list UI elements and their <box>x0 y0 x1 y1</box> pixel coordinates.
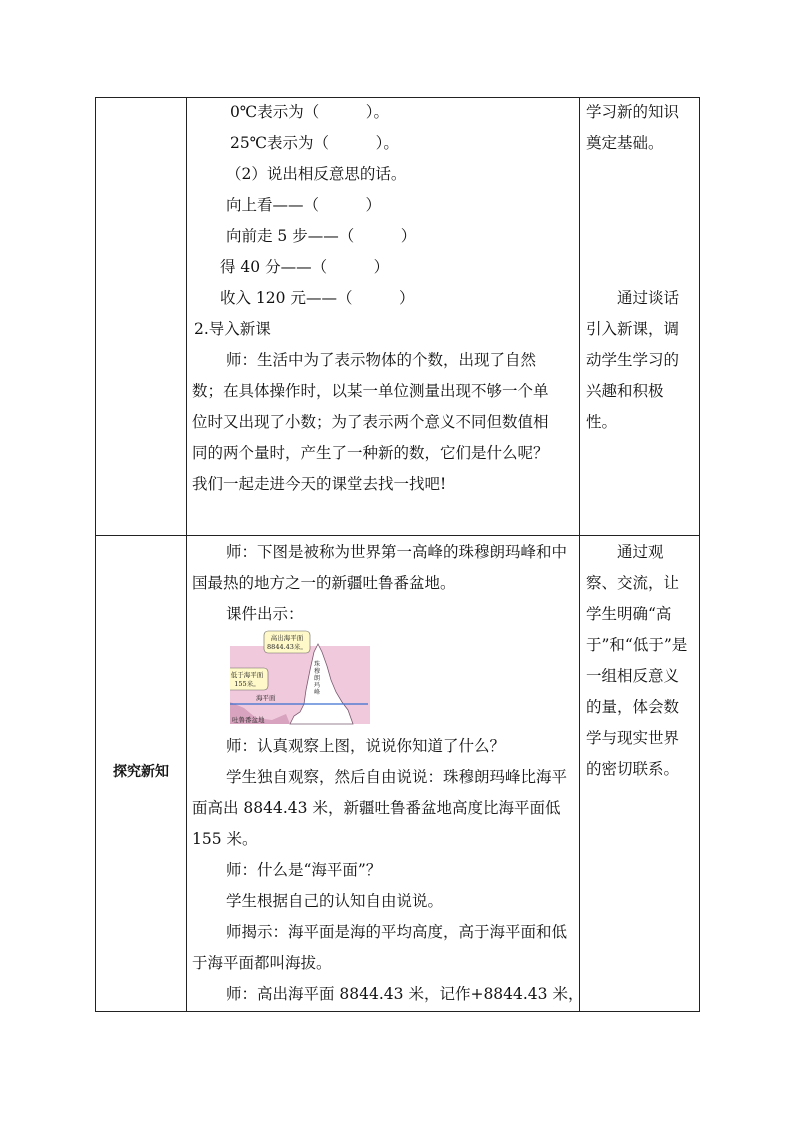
row-divider <box>95 535 700 536</box>
text-line: 同的两个量时，产生了一种新的数，它们是什么呢？ <box>192 444 549 462</box>
peak-char: 穆 <box>313 668 321 675</box>
row2-content <box>192 537 574 630</box>
low-bubble-line2: 155米。 <box>234 680 260 688</box>
text-line: 我们一起走进今天的课堂去找一找吧! <box>192 475 447 493</box>
text-line: 学生独自观察，然后自由说说：珠穆朗玛峰比海平 <box>226 768 568 786</box>
lesson-table <box>95 97 700 1012</box>
text-line: 师：高出海平面 8844.43 米，记作+8844.43 米， <box>226 985 584 1003</box>
peak-char: 峰 <box>313 689 321 696</box>
sea-level-label: 海平面 <box>256 694 276 702</box>
row1-note-top <box>586 97 694 159</box>
section-label: 探究新知 <box>113 764 169 780</box>
text-line: 155 米。 <box>192 830 258 848</box>
text-line: 25℃表示为（ ）。 <box>230 134 399 152</box>
text-line: 0℃表示为（ ）。 <box>230 103 389 121</box>
peak-name-label <box>314 660 320 696</box>
peak-char: 珠 <box>313 661 321 668</box>
peak-char: 玛 <box>313 682 321 689</box>
table-border-right <box>699 97 700 1012</box>
text-line: 学生根据自己的认知自由说说。 <box>226 892 444 910</box>
text-line: 收入 120 元——（ ） <box>220 289 415 307</box>
row2-note <box>586 537 694 785</box>
text-line: 师：下图是被称为世界第一高峰的珠穆朗玛峰和中 <box>226 543 568 561</box>
text-line: （2）说出相反意思的话。 <box>226 165 407 183</box>
row1-note-bottom <box>586 283 694 438</box>
text-line: 面高出 8844.43 米，新疆吐鲁番盆地高度比海平面低 <box>192 799 561 817</box>
column-divider-2 <box>579 97 580 1012</box>
column-divider-1 <box>186 97 187 1012</box>
note-text: 学习新的知识奠定基础。 <box>586 103 680 152</box>
low-bubble-line1: 低于海平面 <box>230 671 264 679</box>
text-line: 国最热的地方之一的新疆吐鲁番盆地。 <box>192 574 456 592</box>
high-bubble-line2: 8844.43米。 <box>267 643 307 651</box>
table-border-left <box>95 97 96 1012</box>
text-line: 课件出示： <box>226 605 304 623</box>
note-text: 通过谈话引入新课，调动学生学习的兴趣和积极性。 <box>586 289 680 431</box>
row2-content-after <box>192 731 584 1010</box>
peak-char: 朗 <box>313 675 321 682</box>
text-line: 向前走 5 步——（ ） <box>226 227 417 245</box>
text-line: 师揭示：海平面是海的平均高度，高于海平面和低 <box>226 923 568 941</box>
text-line: 数；在具体操作时，以某一单位测量出现不够一个单 <box>192 382 549 400</box>
text-line: 师：认真观察上图，说说你知道了什么？ <box>226 737 506 755</box>
text-line: 位时又出现了小数；为了表示两个意义不同但数值相 <box>192 413 549 431</box>
note-text: 通过观察、交流，让学生明确“高于”和“低于”是一组相反意义的量，体会数学与现实世界的密切联系。 <box>586 543 688 778</box>
text-line: 师：什么是“海平面”？ <box>226 861 382 879</box>
text-line: 于海平面都叫海拔。 <box>192 954 332 972</box>
basin-label: 吐鲁番盆地 <box>232 716 265 724</box>
everest-basin-figure <box>230 630 370 728</box>
text-line: 向上看——（ ） <box>226 196 382 214</box>
high-bubble-line1: 高出海平面 <box>270 634 304 642</box>
section-heading: 2.导入新课 <box>194 320 271 338</box>
text-line: 师：生活中为了表示物体的个数，出现了自然 <box>226 351 537 369</box>
text-line: 得 40 分——（ ） <box>220 258 390 276</box>
row1-content <box>192 97 574 500</box>
